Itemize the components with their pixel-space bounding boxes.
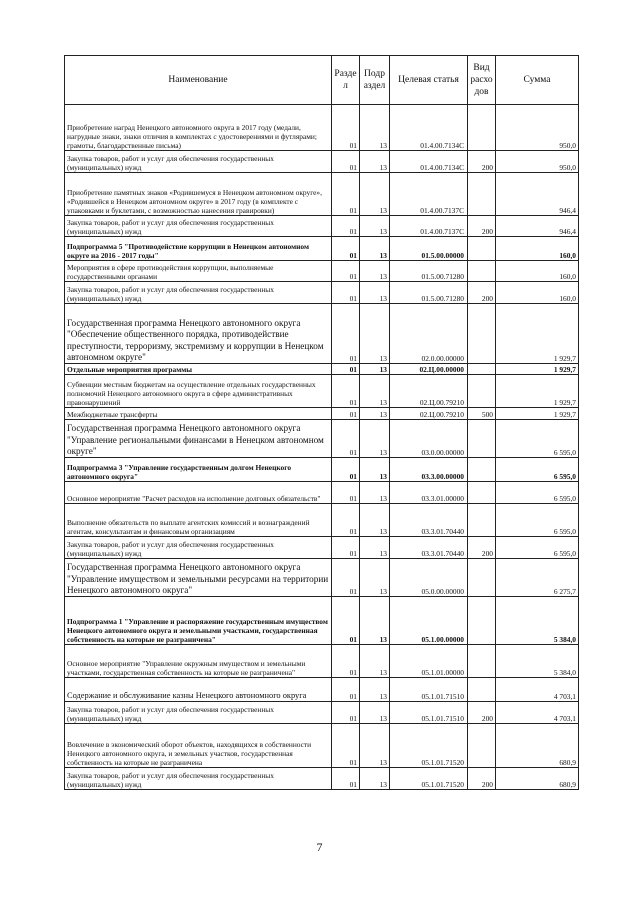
cell-expense-type: 200 xyxy=(468,282,496,304)
cell-section: 01 xyxy=(332,702,360,724)
cell-expense-type xyxy=(468,559,496,597)
cell-name: Государственная программа Ненецкого автономного округа "Управление имуществом и земельными ресурсами на территории Ненецкого автономного округа" xyxy=(65,559,332,597)
cell-amount: 4 703,1 xyxy=(496,678,579,702)
cell-expense-type xyxy=(468,504,496,537)
header-section: Разде л xyxy=(332,56,360,105)
cell-subsection: 13 xyxy=(360,151,390,173)
cell-subsection: 13 xyxy=(360,678,390,702)
cell-subsection: 13 xyxy=(360,282,390,304)
cell-subsection: 13 xyxy=(360,504,390,537)
table-row xyxy=(65,282,579,304)
cell-target-article: 05.1.01.00000 xyxy=(390,645,468,678)
cell-subsection: 13 xyxy=(360,768,390,790)
cell-expense-type: 200 xyxy=(468,768,496,790)
cell-name: Вовлечение в экономический оборот объектов, находящихся в собственности Ненецкого автономного округа, и земельных участков, государственная собственность на которые не разграничена xyxy=(65,724,332,768)
cell-subsection: 13 xyxy=(360,364,390,375)
table-row xyxy=(65,482,579,504)
cell-expense-type xyxy=(468,724,496,768)
cell-subsection: 13 xyxy=(360,724,390,768)
cell-section: 01 xyxy=(332,724,360,768)
cell-target-article: 02.Ц.00.00000 xyxy=(390,364,468,375)
table-header-row xyxy=(65,56,579,105)
cell-subsection: 13 xyxy=(360,375,390,408)
cell-section: 01 xyxy=(332,216,360,237)
cell-expense-type xyxy=(468,105,496,151)
cell-target-article: 01.4.00.7137С xyxy=(390,173,468,216)
table-row xyxy=(65,645,579,678)
table-row xyxy=(65,702,579,724)
cell-section: 01 xyxy=(332,559,360,597)
cell-subsection: 13 xyxy=(360,458,390,482)
table-row xyxy=(65,151,579,173)
table-row xyxy=(65,304,579,364)
cell-subsection: 13 xyxy=(360,304,390,364)
cell-target-article: 01.5.00.71280 xyxy=(390,282,468,304)
cell-target-article: 05.1.01.71520 xyxy=(390,768,468,790)
cell-amount: 6 595,0 xyxy=(496,420,579,458)
cell-amount: 6 595,0 xyxy=(496,458,579,482)
cell-amount: 1 929,7 xyxy=(496,375,579,408)
header-name: Наименование xyxy=(65,56,332,105)
cell-name: Государственная программа Ненецкого автономного округа "Обеспечение общественного порядка, противодействие преступности, терроризму, экстремизму и коррупции в Ненецком автономном округе" xyxy=(65,304,332,364)
cell-amount: 950,0 xyxy=(496,151,579,173)
cell-section: 01 xyxy=(332,173,360,216)
cell-subsection: 13 xyxy=(360,559,390,597)
cell-name: Закупка товаров, работ и услуг для обеспечения государственных (муниципальных) нужд xyxy=(65,216,332,237)
cell-name: Выполнение обязательств по выплате агентских комиссий и вознаграждений агентам, консультантам и финансовым организациям xyxy=(65,504,332,537)
table-row xyxy=(65,237,579,261)
table-row xyxy=(65,408,579,420)
cell-target-article: 05.1.01.71510 xyxy=(390,678,468,702)
table-row xyxy=(65,261,579,282)
cell-expense-type xyxy=(468,304,496,364)
cell-expense-type xyxy=(468,458,496,482)
cell-amount: 1 929,7 xyxy=(496,364,579,375)
cell-amount: 6 275,7 xyxy=(496,559,579,597)
header-target-article: Целевая статья xyxy=(390,56,468,105)
table-row xyxy=(65,458,579,482)
cell-target-article: 01.4.00.7137С xyxy=(390,216,468,237)
cell-amount: 160,0 xyxy=(496,282,579,304)
cell-name: Основное мероприятие "Управление окружным имуществом и земельными участками, государственная собственность на которые не разграничена" xyxy=(65,645,332,678)
cell-name: Содержание и обслуживание казны Ненецкого автономного округа xyxy=(65,678,332,702)
cell-amount: 160,0 xyxy=(496,237,579,261)
cell-expense-type xyxy=(468,420,496,458)
table-row xyxy=(65,724,579,768)
table-row xyxy=(65,537,579,559)
cell-subsection: 13 xyxy=(360,237,390,261)
cell-target-article: 05.0.00.00000 xyxy=(390,559,468,597)
cell-target-article: 02.0.00.00000 xyxy=(390,304,468,364)
cell-target-article: 01.5.00.00000 xyxy=(390,237,468,261)
cell-section: 01 xyxy=(332,768,360,790)
cell-name: Закупка товаров, работ и услуг для обеспечения государственных (муниципальных) нужд xyxy=(65,702,332,724)
cell-section: 01 xyxy=(332,408,360,420)
page-number: 7 xyxy=(316,840,323,854)
table-row xyxy=(65,216,579,237)
cell-amount: 5 384,0 xyxy=(496,645,579,678)
table-row xyxy=(65,375,579,408)
cell-subsection: 13 xyxy=(360,537,390,559)
cell-section: 01 xyxy=(332,151,360,173)
cell-section: 01 xyxy=(332,420,360,458)
cell-name: Приобретение наград Ненецкого автономного округа в 2017 году (медали, нагрудные знаки, знаки отличия в комплектах с удостоверениями и футлярами; грамоты, благодарственные письма) xyxy=(65,105,332,151)
cell-expense-type xyxy=(468,597,496,645)
cell-expense-type xyxy=(468,375,496,408)
cell-amount: 4 703,1 xyxy=(496,702,579,724)
cell-amount: 6 595,0 xyxy=(496,482,579,504)
cell-expense-type: 200 xyxy=(468,702,496,724)
cell-expense-type xyxy=(468,482,496,504)
cell-name: Закупка товаров, работ и услуг для обеспечения государственных (муниципальных) нужд xyxy=(65,768,332,790)
cell-expense-type: 500 xyxy=(468,408,496,420)
cell-subsection: 13 xyxy=(360,173,390,216)
cell-name: Межбюджетные трансферты xyxy=(65,408,332,420)
cell-name: Основное мероприятие "Расчет расходов на исполнение долговых обязательств" xyxy=(65,482,332,504)
cell-target-article: 03.3.01.00000 xyxy=(390,482,468,504)
cell-section: 01 xyxy=(332,105,360,151)
cell-expense-type: 200 xyxy=(468,537,496,559)
cell-amount: 6 595,0 xyxy=(496,537,579,559)
cell-expense-type xyxy=(468,237,496,261)
cell-expense-type xyxy=(468,678,496,702)
table-row xyxy=(65,420,579,458)
cell-subsection: 13 xyxy=(360,105,390,151)
cell-target-article: 02.Ц.00.79210 xyxy=(390,375,468,408)
cell-target-article: 01.5.00.71280 xyxy=(390,261,468,282)
cell-section: 01 xyxy=(332,261,360,282)
cell-section: 01 xyxy=(332,597,360,645)
cell-name: Субвенции местным бюджетам на осуществление отдельных государственных полномочий Ненецкого автономного округа в сфере административных правонарушений xyxy=(65,375,332,408)
cell-section: 01 xyxy=(332,537,360,559)
cell-name: Подпрограмма 3 "Управление государственным долгом Ненецкого автономного округа" xyxy=(65,458,332,482)
cell-name: Мероприятия в сфере противодействия коррупции, выполняемые государственными органами xyxy=(65,261,332,282)
cell-target-article: 05.1.01.71520 xyxy=(390,724,468,768)
cell-amount: 680,9 xyxy=(496,768,579,790)
cell-section: 01 xyxy=(332,678,360,702)
table-row xyxy=(65,678,579,702)
cell-section: 01 xyxy=(332,237,360,261)
cell-target-article: 05.1.00.00000 xyxy=(390,597,468,645)
cell-amount: 1 929,7 xyxy=(496,304,579,364)
cell-target-article: 05.1.01.71510 xyxy=(390,702,468,724)
cell-subsection: 13 xyxy=(360,420,390,458)
budget-table xyxy=(64,55,579,790)
cell-name: Закупка товаров, работ и услуг для обеспечения государственных (муниципальных) нужд xyxy=(65,537,332,559)
cell-subsection: 13 xyxy=(360,702,390,724)
table-row xyxy=(65,559,579,597)
cell-subsection: 13 xyxy=(360,597,390,645)
cell-target-article: 03.3.00.00000 xyxy=(390,458,468,482)
cell-amount: 160,0 xyxy=(496,261,579,282)
header-amount: Сумма xyxy=(496,56,579,105)
cell-section: 01 xyxy=(332,458,360,482)
cell-amount: 950,0 xyxy=(496,105,579,151)
cell-subsection: 13 xyxy=(360,482,390,504)
cell-section: 01 xyxy=(332,645,360,678)
cell-subsection: 13 xyxy=(360,216,390,237)
cell-name: Закупка товаров, работ и услуг для обеспечения государственных (муниципальных) нужд xyxy=(65,151,332,173)
cell-expense-type: 200 xyxy=(468,216,496,237)
cell-amount: 1 929,7 xyxy=(496,408,579,420)
table-row xyxy=(65,504,579,537)
cell-section: 01 xyxy=(332,282,360,304)
cell-amount: 680,9 xyxy=(496,724,579,768)
cell-subsection: 13 xyxy=(360,408,390,420)
cell-expense-type xyxy=(468,261,496,282)
table-row xyxy=(65,597,579,645)
cell-section: 01 xyxy=(332,504,360,537)
cell-section: 01 xyxy=(332,304,360,364)
cell-name: Приобретение памятных знаков «Родившемуся в Ненецком автономном округе», «Родившейся в Ненецком автономном округе» в 2017 году (в комплекте с упаковками и буклетами, с возможностью нанесения гравировки) xyxy=(65,173,332,216)
cell-section: 01 xyxy=(332,482,360,504)
cell-expense-type xyxy=(468,364,496,375)
table-row xyxy=(65,364,579,375)
table-row xyxy=(65,768,579,790)
cell-section: 01 xyxy=(332,375,360,408)
cell-subsection: 13 xyxy=(360,261,390,282)
cell-target-article: 03.0.00.00000 xyxy=(390,420,468,458)
budget-table-wrapper xyxy=(64,55,578,790)
cell-amount: 5 384,0 xyxy=(496,597,579,645)
header-subsection: Подр аздел xyxy=(360,56,390,105)
cell-amount: 6 595,0 xyxy=(496,504,579,537)
cell-subsection: 13 xyxy=(360,645,390,678)
table-row xyxy=(65,105,579,151)
cell-expense-type: 200 xyxy=(468,151,496,173)
cell-expense-type xyxy=(468,645,496,678)
cell-amount: 946,4 xyxy=(496,216,579,237)
cell-target-article: 01.4.00.7134С xyxy=(390,105,468,151)
cell-name: Отдельные мероприятия программы xyxy=(65,364,332,375)
table-row xyxy=(65,173,579,216)
cell-target-article: 03.3.01.70440 xyxy=(390,504,468,537)
cell-name: Закупка товаров, работ и услуг для обеспечения государственных (муниципальных) нужд xyxy=(65,282,332,304)
cell-target-article: 03.3.01.70440 xyxy=(390,537,468,559)
cell-target-article: 02.Ц.00.79210 xyxy=(390,408,468,420)
cell-amount: 946,4 xyxy=(496,173,579,216)
header-expense-type: Вид расхо дов xyxy=(468,56,496,105)
cell-target-article: 01.4.00.7134С xyxy=(390,151,468,173)
cell-name: Государственная программа Ненецкого автономного округа "Управление региональными финансами в Ненецком автономном округе" xyxy=(65,420,332,458)
cell-name: Подпрограмма 5 "Противодействие коррупции в Ненецком автономном округе на 2016 - 2017 годы" xyxy=(65,237,332,261)
cell-section: 01 xyxy=(332,364,360,375)
cell-expense-type xyxy=(468,173,496,216)
cell-name: Подпрограмма 1 "Управление и распоряжение государственным имуществом Ненецкого автономного округа и земельными участками, государственная собственность на которые не разграничена" xyxy=(65,597,332,645)
